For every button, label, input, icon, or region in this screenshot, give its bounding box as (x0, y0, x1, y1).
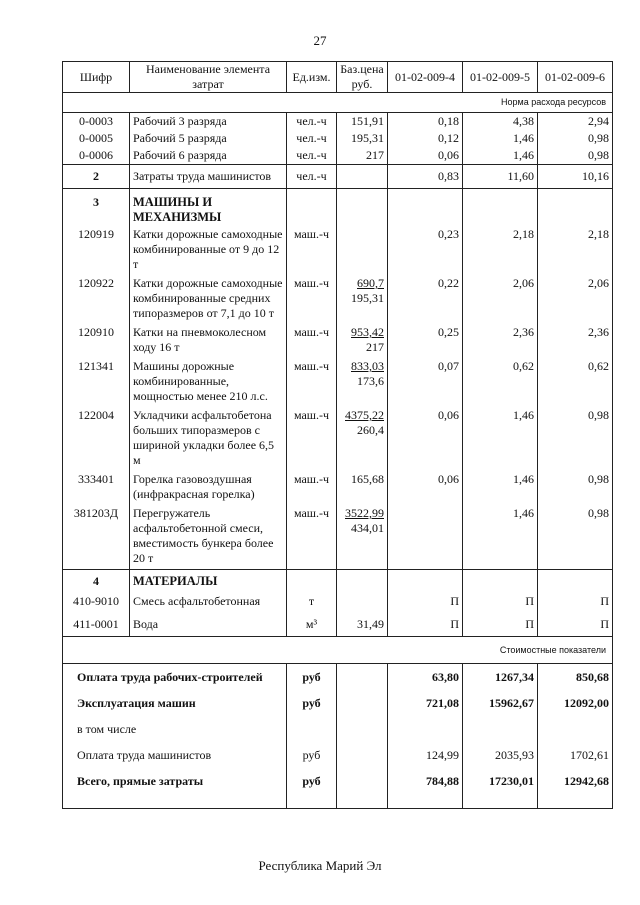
section-title: МАШИНЫ И МЕХАНИЗМЫ (130, 189, 287, 227)
value-col-4: 784,88 (388, 768, 463, 794)
value-col-4: 0,06 (388, 407, 463, 471)
cost-label: Стоимостные показатели (63, 637, 613, 664)
section-code: 2 (63, 165, 130, 189)
section-title: МАТЕРИАЛЫ (130, 570, 287, 591)
resource-name: Затраты труда машинистов (130, 165, 287, 189)
value-col-6: П (538, 613, 613, 637)
empty-cell (337, 690, 388, 716)
value-col-6: 0,98 (538, 407, 613, 471)
resource-code: 333401 (63, 471, 130, 505)
price-operator: 217 (366, 340, 384, 354)
resource-table (62, 61, 613, 809)
cost-name: Всего, прямые затраты (63, 768, 287, 794)
cost-row (63, 742, 613, 768)
header-unit: Ед.изм. (287, 62, 337, 93)
value-col-4: 0,83 (388, 165, 463, 189)
empty-cell (287, 794, 337, 809)
resource-code: 381203Д (63, 505, 130, 570)
price-machine: 4375,22 (345, 408, 384, 422)
header-col-4: 01-02-009-4 (388, 62, 463, 93)
section-code: 3 (63, 189, 130, 227)
empty-cell (63, 794, 287, 809)
value-col-6: 2,94 (538, 113, 613, 131)
cost-unit: руб (287, 742, 337, 768)
resource-unit: маш.-ч (287, 226, 337, 275)
resource-code: 0-0006 (63, 147, 130, 165)
machine-row (63, 407, 613, 471)
resource-code: 122004 (63, 407, 130, 471)
resource-name: Укладчики асфальтобетона больших типоразмеров с шириной укладки более 6,5 м (130, 407, 287, 471)
empty-cell (388, 189, 463, 227)
value-col-5: П (463, 590, 538, 613)
table-bottom-spacer (63, 794, 613, 809)
resource-price (337, 358, 388, 407)
value-col-6: 2,18 (538, 226, 613, 275)
value-col-5: 2,06 (463, 275, 538, 324)
resource-price: 195,31 (337, 130, 388, 147)
resource-price (337, 471, 388, 505)
material-row (63, 590, 613, 613)
resource-name: Вода (130, 613, 287, 637)
value-col-5: 15962,67 (463, 690, 538, 716)
resource-name: Перегружатель асфальтобетонной смеси, вместимость бункера более 20 т (130, 505, 287, 570)
value-col-4: 0,06 (388, 471, 463, 505)
empty-cell (337, 716, 388, 742)
resource-price: 217 (337, 147, 388, 165)
resource-unit: маш.-ч (287, 358, 337, 407)
price-machine: 690,7 (357, 276, 384, 290)
empty-cell (287, 570, 337, 591)
resource-price (337, 324, 388, 358)
cost-name: Оплата труда машинистов (63, 742, 287, 768)
resource-name: Катки на пневмоколесном ходу 16 т (130, 324, 287, 358)
value-col-4 (388, 716, 463, 742)
price-machine: 833,03 (351, 359, 384, 373)
resource-unit: чел.-ч (287, 147, 337, 165)
resource-unit: чел.-ч (287, 130, 337, 147)
value-col-5: 1,46 (463, 505, 538, 570)
machine-row (63, 275, 613, 324)
header-col-5: 01-02-009-5 (463, 62, 538, 93)
resource-code: 411-0001 (63, 613, 130, 637)
header-name: Наименование элемента затрат (130, 62, 287, 93)
value-col-6: П (538, 590, 613, 613)
resource-name: Рабочий 6 разряда (130, 147, 287, 165)
resource-price (337, 226, 388, 275)
value-col-5: 4,38 (463, 113, 538, 131)
resource-unit: маш.-ч (287, 275, 337, 324)
machine-row (63, 471, 613, 505)
resource-code: 120922 (63, 275, 130, 324)
value-col-4 (388, 505, 463, 570)
empty-cell (463, 570, 538, 591)
cost-unit (287, 716, 337, 742)
value-col-4: 0,12 (388, 130, 463, 147)
value-col-4: 721,08 (388, 690, 463, 716)
material-row (63, 613, 613, 637)
price-operator: 260,4 (357, 423, 384, 437)
value-col-4: П (388, 590, 463, 613)
labor-row (63, 147, 613, 165)
cost-name: Эксплуатация машин (63, 690, 287, 716)
empty-cell (388, 570, 463, 591)
value-col-5: 1,46 (463, 471, 538, 505)
resource-price (337, 407, 388, 471)
value-col-6: 850,68 (538, 664, 613, 691)
resource-unit: маш.-ч (287, 324, 337, 358)
resource-price (337, 590, 388, 613)
cost-band (63, 637, 613, 664)
resource-price: 31,49 (337, 613, 388, 637)
resource-name: Рабочий 3 разряда (130, 113, 287, 131)
empty-cell (337, 570, 388, 591)
value-col-4: 0,25 (388, 324, 463, 358)
value-col-4: 63,80 (388, 664, 463, 691)
empty-cell (463, 189, 538, 227)
machine-row (63, 505, 613, 570)
materials-section-row (63, 570, 613, 591)
value-col-5: 11,60 (463, 165, 538, 189)
resource-code: 410-9010 (63, 590, 130, 613)
value-col-5: П (463, 613, 538, 637)
price-machine: 165,68 (351, 472, 384, 486)
empty-cell (337, 768, 388, 794)
value-col-4: 0,07 (388, 358, 463, 407)
empty-cell (337, 664, 388, 691)
empty-cell (463, 794, 538, 809)
value-col-6: 0,98 (538, 147, 613, 165)
norm-label: Норма расхода ресурсов (63, 93, 613, 113)
resource-unit: маш.-ч (287, 471, 337, 505)
section-code: 4 (63, 570, 130, 591)
value-col-5: 1,46 (463, 147, 538, 165)
price-machine: 953,42 (351, 325, 384, 339)
resource-price: 151,91 (337, 113, 388, 131)
table-header-row (63, 62, 613, 93)
resource-code: 120919 (63, 226, 130, 275)
resource-name: Горелка газовоздушная (инфракрасная горелка) (130, 471, 287, 505)
value-col-6 (538, 716, 613, 742)
resource-unit: маш.-ч (287, 407, 337, 471)
value-col-4: 0,06 (388, 147, 463, 165)
labor-row (63, 113, 613, 131)
resource-unit: маш.-ч (287, 505, 337, 570)
machine-row (63, 358, 613, 407)
cost-row (63, 768, 613, 794)
value-col-5: 0,62 (463, 358, 538, 407)
value-col-5: 2035,93 (463, 742, 538, 768)
price-operator: 434,01 (351, 521, 384, 535)
value-col-5: 2,18 (463, 226, 538, 275)
header-price: Баз.цена руб. (337, 62, 388, 93)
cost-row (63, 664, 613, 691)
value-col-6: 0,98 (538, 130, 613, 147)
resource-unit: чел.-ч (287, 165, 337, 189)
resource-code: 0-0003 (63, 113, 130, 131)
resource-unit: т (287, 590, 337, 613)
cost-name: в том числе (63, 716, 287, 742)
empty-cell (538, 794, 613, 809)
resource-price (337, 505, 388, 570)
value-col-5 (463, 716, 538, 742)
machine-row (63, 226, 613, 275)
labor-row (63, 130, 613, 147)
value-col-6: 0,98 (538, 505, 613, 570)
resource-name: Катки дорожные самоходные комбинированные от 9 до 12 т (130, 226, 287, 275)
resource-price (337, 275, 388, 324)
resource-code: 120910 (63, 324, 130, 358)
empty-cell (337, 794, 388, 809)
value-col-4: 124,99 (388, 742, 463, 768)
value-col-6: 0,62 (538, 358, 613, 407)
value-col-5: 1,46 (463, 407, 538, 471)
resource-name: Машины дорожные комбинированные, мощностью менее 210 л.с. (130, 358, 287, 407)
header-code: Шифр (63, 62, 130, 93)
value-col-6: 2,36 (538, 324, 613, 358)
value-col-6: 12942,68 (538, 768, 613, 794)
value-col-5: 2,36 (463, 324, 538, 358)
price-operator: 173,6 (357, 374, 384, 388)
resource-price (337, 165, 388, 189)
resource-code: 0-0005 (63, 130, 130, 147)
resource-name: Смесь асфальтобетонная (130, 590, 287, 613)
machine-row (63, 324, 613, 358)
header-col-6: 01-02-009-6 (538, 62, 613, 93)
value-col-5: 17230,01 (463, 768, 538, 794)
value-col-6: 12092,00 (538, 690, 613, 716)
value-col-6: 0,98 (538, 471, 613, 505)
cost-unit: руб (287, 690, 337, 716)
empty-cell (337, 189, 388, 227)
value-col-4: 0,18 (388, 113, 463, 131)
resource-unit: м³ (287, 613, 337, 637)
value-col-4: 0,23 (388, 226, 463, 275)
empty-cell (337, 742, 388, 768)
price-machine: 3522,99 (345, 506, 384, 520)
value-col-5: 1267,34 (463, 664, 538, 691)
footer-region: Республика Марий Эл (258, 858, 382, 873)
cost-unit: руб (287, 664, 337, 691)
cost-name: Оплата труда рабочих-строителей (63, 664, 287, 691)
cost-unit: руб (287, 768, 337, 794)
empty-cell (287, 189, 337, 227)
machines-section-row (63, 189, 613, 227)
empty-cell (388, 794, 463, 809)
value-col-6: 10,16 (538, 165, 613, 189)
resource-code: 121341 (63, 358, 130, 407)
cost-row (63, 716, 613, 742)
value-col-6: 2,06 (538, 275, 613, 324)
empty-cell (538, 570, 613, 591)
resource-unit: чел.-ч (287, 113, 337, 131)
value-col-6: 1702,61 (538, 742, 613, 768)
norm-band (63, 93, 613, 113)
empty-cell (538, 189, 613, 227)
resource-name: Катки дорожные самоходные комбинированные средних типоразмеров от 7,1 до 10 т (130, 275, 287, 324)
operator-labor-row (63, 165, 613, 189)
cost-row (63, 690, 613, 716)
page-number: 27 (313, 33, 327, 48)
value-col-4: П (388, 613, 463, 637)
value-col-4: 0,22 (388, 275, 463, 324)
price-operator: 195,31 (351, 291, 384, 305)
value-col-5: 1,46 (463, 130, 538, 147)
resource-name: Рабочий 5 разряда (130, 130, 287, 147)
